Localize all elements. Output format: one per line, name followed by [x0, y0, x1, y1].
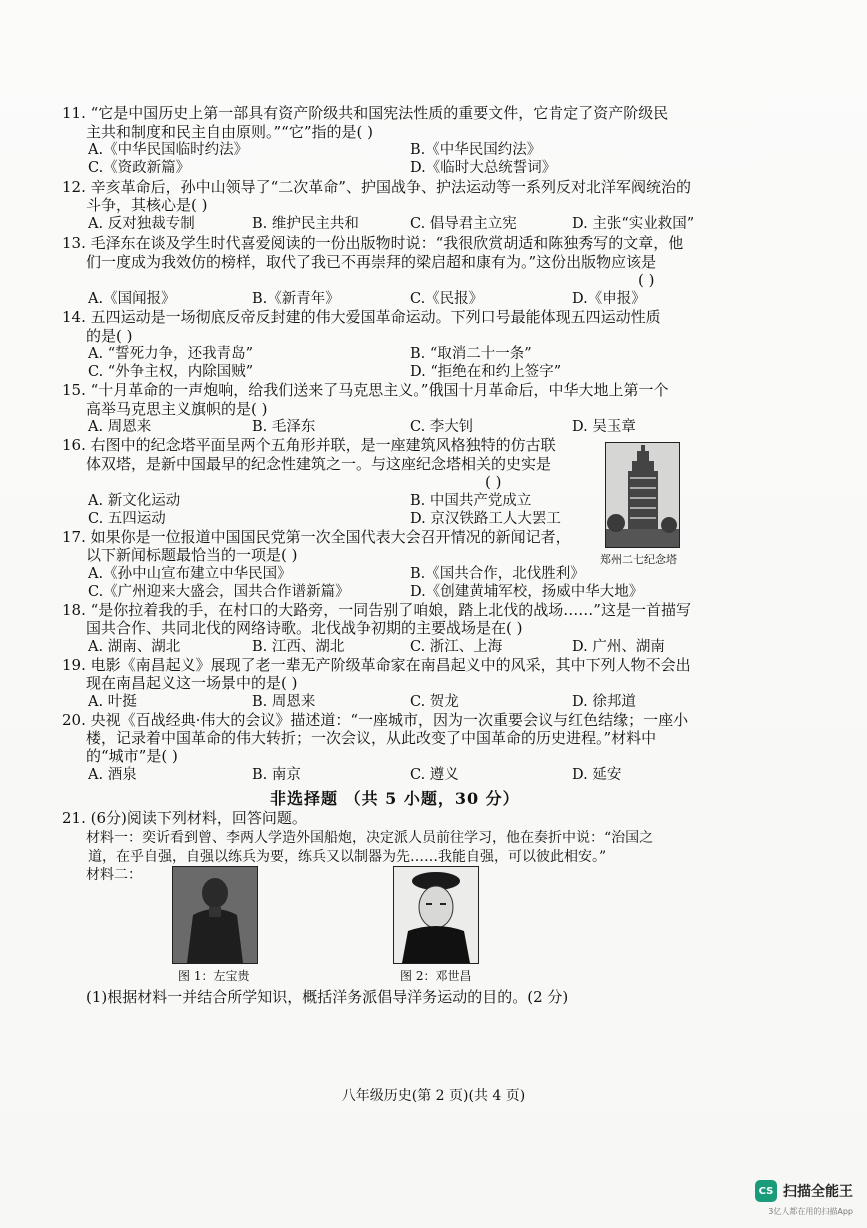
q14-option-c: C. “外争主权，内除国贼”: [88, 364, 254, 380]
q17-option-b: B.《国共合作，北伐胜利》: [410, 566, 585, 582]
q13-option-b: B.《新青年》: [252, 291, 340, 307]
q16-stem-line3: ( ): [485, 473, 502, 491]
q12-option-b: B. 维护民主共和: [252, 216, 359, 232]
tower-caption: 郑州二七纪念塔: [600, 553, 677, 566]
q12-stem-line2: 斗争，其核心是( ): [86, 196, 208, 214]
q18-option-d: D. 广州、湖南: [572, 639, 665, 655]
q17-option-d: D.《创建黄埔军校，扬威中华大地》: [410, 584, 644, 600]
q21-material1-line2: 道，在乎自强，自强以练兵为要，练兵又以制器为先……我能自强，可以彼此相安。”: [88, 849, 607, 865]
zuo-baogui-photo: [172, 866, 258, 964]
q14-option-a: A. “誓死力争，还我青岛”: [88, 346, 254, 362]
q11-stem-line1: 11. “它是中国历史上第一部具有资产阶级共和国宪法性质的重要文件，它肯定了资产阶级民: [62, 104, 669, 122]
q16-option-d: D. 京汉铁路工人大罢工: [410, 511, 561, 527]
q15-option-a: A. 周恩来: [88, 419, 152, 435]
brand-tagline: 3亿人都在用的扫描App: [768, 1207, 853, 1216]
q18-option-c: C. 浙江、上海: [410, 639, 503, 655]
q17-stem-line1: 17. 如果你是一位报道中国国民党第一次全国代表大会召开情况的新闻记者，: [62, 528, 571, 546]
q16-option-b: B. 中国共产党成立: [410, 493, 532, 509]
figure1-caption: 图 1：左宝贵: [178, 969, 250, 983]
q15-option-c: C. 李大钊: [410, 419, 474, 435]
q13-option-a: A.《国闻报》: [88, 291, 176, 307]
q12-stem-line1: 12. 辛亥革命后，孙中山领导了“二次革命”、护国战争、护法运动等一系列反对北洋军阀统治的: [62, 178, 691, 196]
q19-option-b: B. 周恩来: [252, 694, 316, 710]
q17-option-c: C.《广州迎来大盛会，国共合作谱新篇》: [88, 584, 350, 600]
q20-stem-line3: 的“城市”是( ): [86, 747, 178, 765]
q18-option-b: B. 江西、湖北: [252, 639, 345, 655]
q18-stem-line2: 国共合作、共同北伐的网络诗歌。北伐战争初期的主要战场是在( ): [86, 619, 523, 637]
q17-option-a: A.《孙中山宣布建立中华民国》: [88, 566, 292, 582]
q18-stem-line1: 18. “是你拉着我的手，在村口的大路旁，一同告别了咱娘，踏上北伐的战场……”这是一首描写: [62, 601, 691, 619]
q11-option-b: B.《中华民国约法》: [410, 142, 542, 158]
q21-material1-line1: 材料一：奕䜣看到曾、李两人学造外国船炮，决定派人员前往学习，他在奏折中说：“治国之: [86, 830, 654, 846]
q20-option-c: C. 遵义: [410, 767, 459, 783]
q11-stem-line2: 主共和制度和民主自由原则。”“它”指的是( ): [86, 123, 373, 141]
q13-option-c: C.《民报》: [410, 291, 484, 307]
q19-stem-line2: 现在南昌起义这一场景中的是( ): [86, 674, 298, 692]
q11-option-d: D.《临时大总统誓词》: [410, 160, 557, 176]
q11-option-c: C.《资政新篇》: [88, 160, 191, 176]
q13-option-d: D.《申报》: [572, 291, 646, 307]
q13-stem-line1: 13. 毛泽东在谈及学生时代喜爱阅读的一份出版物时说：“我很欣赏胡适和陈独秀写的文章，他: [62, 234, 684, 252]
section-title: 非选择题 （共 5 小题，30 分）: [270, 789, 520, 808]
q16-option-a: A. 新文化运动: [88, 493, 181, 509]
figure2-caption: 图 2：邓世昌: [400, 969, 472, 983]
q19-option-c: C. 贺龙: [410, 694, 459, 710]
q13-stem-line3: ( ): [638, 271, 655, 289]
q20-option-d: D. 延安: [572, 767, 622, 783]
q19-stem-line1: 19. 电影《南昌起义》展现了老一辈无产阶级革命家在南昌起义中的风采，其中下列人物不会出: [62, 656, 691, 674]
q15-option-d: D. 吴玉章: [572, 419, 636, 435]
q14-stem-line1: 14. 五四运动是一场彻底反帝反封建的伟大爱国革命运动。下列口号最能体现五四运动性质: [62, 308, 661, 326]
deng-shichang-photo: [393, 866, 479, 964]
q16-stem-line1: 16. 右图中的纪念塔平面呈两个五角形并联，是一座建筑风格独特的仿古联: [62, 436, 556, 454]
q20-option-a: A. 酒泉: [88, 767, 137, 783]
q13-stem-line2: 们一度成为我效仿的榜样，取代了我已不再崇拜的梁启超和康有为。”这份出版物应该是: [86, 253, 657, 271]
q14-option-b: B. “取消二十一条”: [410, 346, 532, 362]
q21-subquestion1: (1)根据材料一并结合所学知识，概括洋务派倡导洋务运动的目的。(2 分): [86, 988, 569, 1006]
scanner-brand: [755, 1180, 853, 1202]
q15-stem-line2: 高举马克思主义旗帜的是( ): [86, 400, 268, 418]
q11-option-a: A.《中华民国临时约法》: [88, 142, 249, 158]
q16-stem-line2: 体双塔，是新中国最早的纪念性建筑之一。与这座纪念塔相关的史实是: [86, 455, 552, 473]
q14-option-d: D. “拒绝在和约上签字”: [410, 364, 562, 380]
q21-stem: 21. (6分)阅读下列材料，回答问题。: [62, 809, 307, 827]
q14-stem-line2: 的是( ): [86, 327, 133, 345]
q18-option-a: A. 湖南、湖北: [88, 639, 181, 655]
q12-option-c: C. 倡导君主立宪: [410, 216, 517, 232]
q15-option-b: B. 毛泽东: [252, 419, 316, 435]
q19-option-a: A. 叶挺: [88, 694, 137, 710]
page-footer: 八年级历史(第 2 页)(共 4 页): [341, 1088, 526, 1104]
q20-option-b: B. 南京: [252, 767, 301, 783]
q21-material2-label: 材料二：: [86, 867, 142, 883]
camscanner-logo-icon: CS: [755, 1180, 777, 1202]
brand-name: 扫描全能王: [783, 1184, 853, 1200]
q12-option-d: D. 主张“实业救国”: [572, 216, 695, 232]
q15-stem-line1: 15. “十月革命的一声炮响，给我们送来了马克思主义。”俄国十月革命后，中华大地上第一个: [62, 381, 669, 399]
q17-stem-line2: 以下新闻标题最恰当的一项是( ): [86, 546, 298, 564]
q20-stem-line1: 20. 央视《百战经典·伟大的会议》描述道：“一座城市，因为一次重要会议与红色结缘；一座小: [62, 711, 689, 729]
q16-option-c: C. 五四运动: [88, 511, 166, 527]
q12-option-a: A. 反对独裁专制: [88, 216, 195, 232]
q20-stem-line2: 楼，记录着中国革命的伟大转折；一次会议，从此改变了中国革命的历史进程。”材料中: [86, 729, 657, 747]
q19-option-d: D. 徐邦道: [572, 694, 636, 710]
